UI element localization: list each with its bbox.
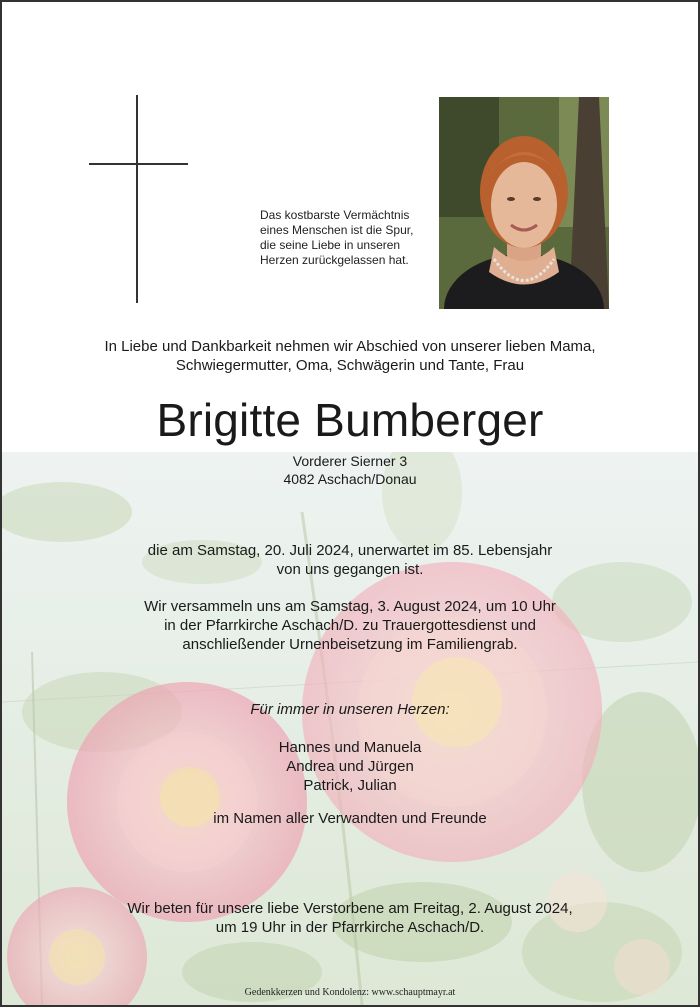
prayer-notice bbox=[2, 899, 698, 937]
death-notice bbox=[2, 541, 698, 579]
relatives-text: im Namen aller Verwandten und Freunde bbox=[213, 810, 487, 827]
family-list bbox=[2, 738, 698, 795]
portrait-photo bbox=[439, 97, 609, 309]
death-line: die am Samstag, 20. Juli 2024, unerwartet im 85. Lebensjahr bbox=[147, 542, 553, 559]
footer-condolence-link[interactable]: Gedenkkerzen und Kondolenz: www.schauptmayr.at bbox=[244, 987, 456, 998]
address-line: Vorderer Sierner 3 bbox=[292, 453, 408, 469]
family-line: Andrea und Jürgen bbox=[286, 758, 414, 775]
prayer-line: um 19 Uhr in der Pfarrkirche Aschach/D. bbox=[215, 919, 485, 936]
service-line: Wir versammeln uns am Samstag, 3. August 2024, um 10 Uhr bbox=[144, 598, 556, 615]
intro-line: Schwiegermutter, Oma, Schwägerin und Tante, Frau bbox=[175, 357, 525, 374]
funeral-service-text bbox=[2, 597, 698, 654]
prayer-line: Wir beten für unsere liebe Verstorbene am Freitag, 2. August 2024, bbox=[127, 900, 573, 917]
memorial-quote bbox=[260, 208, 420, 268]
address bbox=[2, 452, 698, 488]
family-line: Patrick, Julian bbox=[303, 777, 397, 794]
motto-text: Für immer in unseren Herzen: bbox=[250, 701, 450, 718]
quote-line: eines Menschen ist die Spur, bbox=[260, 223, 414, 237]
cross-vertical-bar bbox=[136, 95, 138, 303]
quote-line: Das kostbarste Vermächtnis bbox=[260, 208, 410, 222]
deceased-name: Brigitte Bumberger bbox=[156, 394, 544, 446]
intro-text bbox=[2, 337, 698, 375]
cross-horizontal-bar bbox=[89, 163, 188, 165]
death-line: von uns gegangen ist. bbox=[276, 561, 424, 578]
service-line: anschließender Urnenbeisetzung im Familiengrab. bbox=[182, 636, 518, 653]
quote-line: Herzen zurückgelassen hat. bbox=[260, 253, 409, 267]
intro-line: In Liebe und Dankbarkeit nehmen wir Abschied von unserer lieben Mama, bbox=[104, 338, 596, 355]
family-line: Hannes und Manuela bbox=[278, 739, 422, 756]
service-line: in der Pfarrkirche Aschach/D. zu Trauergottesdienst und bbox=[164, 617, 536, 634]
address-line: 4082 Aschach/Donau bbox=[283, 471, 417, 487]
quote-line: die seine Liebe in unseren bbox=[260, 238, 401, 252]
